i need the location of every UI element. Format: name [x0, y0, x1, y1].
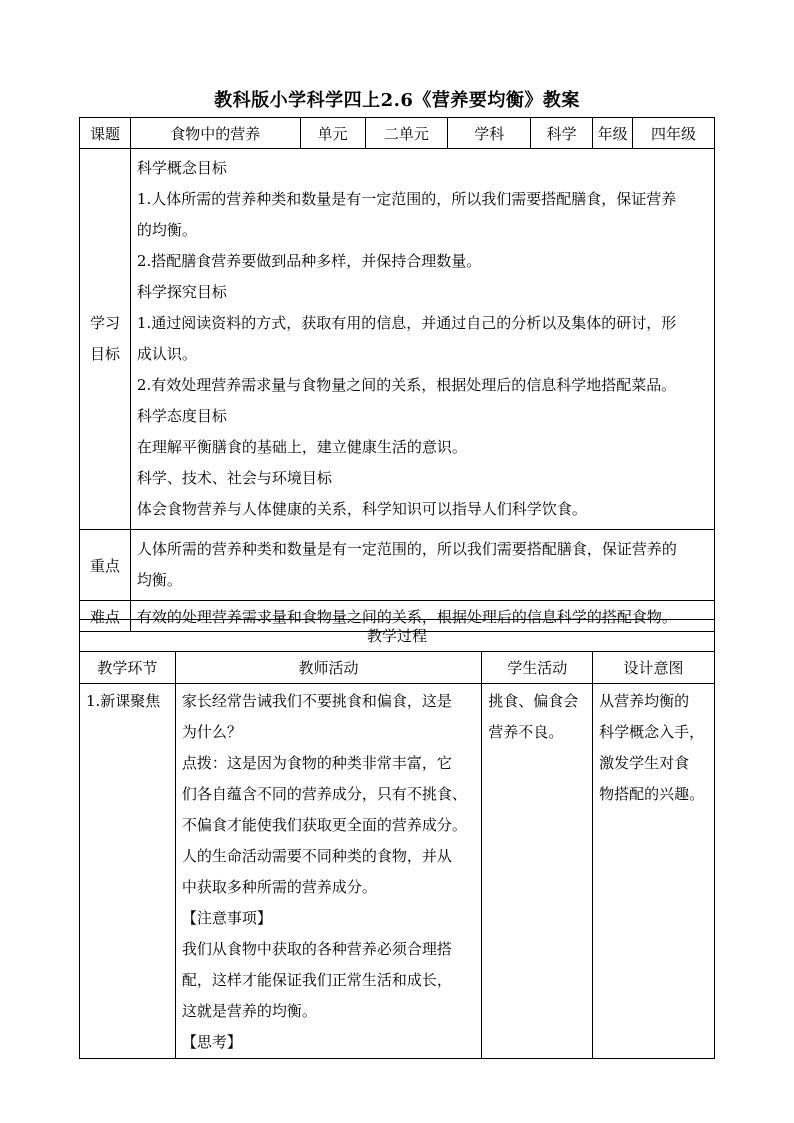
teacher-line: 中获取多种所需的营养成分。	[181, 878, 377, 896]
goal-line: 科学概念目标	[136, 159, 227, 177]
teaching-process-table	[79, 619, 715, 1059]
teacher-line: 【思考】	[181, 1033, 242, 1051]
goal-line: 1.人体所需的营养种类和数量是有一定范围的，所以我们需要搭配膳食，保证营养	[136, 190, 677, 208]
grade-label: 年级	[593, 118, 633, 149]
key-point-line: 均衡。	[136, 571, 182, 589]
header-student-activity: 学生活动	[482, 652, 593, 684]
stage-cell: 1.新课聚焦	[80, 684, 176, 1059]
key-point-content	[130, 530, 714, 601]
teacher-line: 【注意事项】	[181, 909, 272, 927]
teacher-line: 我们从食物中获取的各种营养必须合理搭	[181, 940, 452, 958]
topic-value: 食物中的营养	[130, 118, 300, 149]
intent-line: 从营养均衡的	[599, 692, 690, 710]
goal-line: 的均衡。	[136, 221, 197, 239]
difficulty-label: 难点	[80, 601, 131, 632]
header-stage: 教学环节	[80, 652, 176, 684]
student-line: 营养不良。	[488, 723, 564, 741]
goal-line: 2.有效处理营养需求量与食物量之间的关系，根据处理后的信息科学地搭配菜品。	[136, 376, 677, 394]
intent-line: 科学概念入手，	[599, 723, 705, 741]
goal-line: 科学探究目标	[136, 283, 227, 301]
teacher-line: 配，这样才能保证我们正常生活和成长，	[181, 971, 452, 989]
unit-value: 二单元	[365, 118, 448, 149]
grade-value: 四年级	[633, 118, 715, 149]
goal-line: 1.通过阅读资料的方式，获取有用的信息，并通过自己的分析以及集体的研讨，形	[136, 314, 677, 332]
teacher-line: 家长经常告诫我们不要挑食和偏食，这是	[181, 692, 452, 710]
goals-content	[130, 149, 714, 530]
teacher-line: 人的生命活动需要不同种类的食物，并从	[181, 847, 452, 865]
difficulty-content: 有效的处理营养需求量和食物量之间的关系，根据处理后的信息科学的搭配食物。	[130, 601, 714, 632]
goals-label	[80, 149, 131, 530]
topic-label: 课题	[80, 118, 131, 149]
document-title: 教科版小学科学四上2.6《营养要均衡》教案	[214, 90, 580, 111]
teacher-line: 们各自蕴含不同的营养成分，只有不挑食、	[181, 785, 467, 803]
subject-label: 学科	[448, 118, 531, 149]
intent-line: 物搭配的兴趣。	[599, 785, 705, 803]
key-point-line: 人体所需的营养种类和数量是有一定范围的，所以我们需要搭配膳食，保证营养的	[136, 540, 677, 558]
process-row	[80, 684, 715, 1059]
goal-line: 成认识。	[136, 345, 197, 363]
goal-line: 体会食物营养与人体健康的关系，科学知识可以指导人们科学饮食。	[136, 500, 587, 518]
intent-line: 激发学生对食	[599, 754, 690, 772]
subject-value: 科学	[531, 118, 593, 149]
goal-line: 2.搭配膳食营养要做到品种多样，并保持合理数量。	[136, 252, 482, 270]
header-teacher-activity: 教师活动	[175, 652, 481, 684]
header-design-intent: 设计意图	[593, 652, 715, 684]
goals-label-line2: 目标	[89, 345, 120, 363]
teacher-line: 点拨：这是因为食物的种类非常丰富，它	[181, 754, 452, 772]
student-line: 挑食、偏食会	[488, 692, 579, 710]
design-intent-cell	[593, 684, 715, 1059]
goal-line: 科学、技术、社会与环境目标	[136, 469, 332, 487]
lesson-info-table	[79, 117, 715, 632]
goal-line: 在理解平衡膳食的基础上，建立健康生活的意识。	[136, 438, 467, 456]
key-point-label: 重点	[80, 530, 131, 601]
teacher-line: 这就是营养的均衡。	[181, 1002, 317, 1020]
goal-line: 科学态度目标	[136, 407, 227, 425]
unit-label: 单元	[300, 118, 365, 149]
teacher-line: 不偏食才能使我们获取更全面的营养成分。	[181, 816, 467, 834]
goals-label-line1: 学习	[89, 314, 120, 332]
process-title: 教学过程	[80, 620, 715, 652]
teacher-line: 为什么？	[181, 723, 242, 741]
teacher-activity-cell	[175, 684, 481, 1059]
student-activity-cell	[482, 684, 593, 1059]
